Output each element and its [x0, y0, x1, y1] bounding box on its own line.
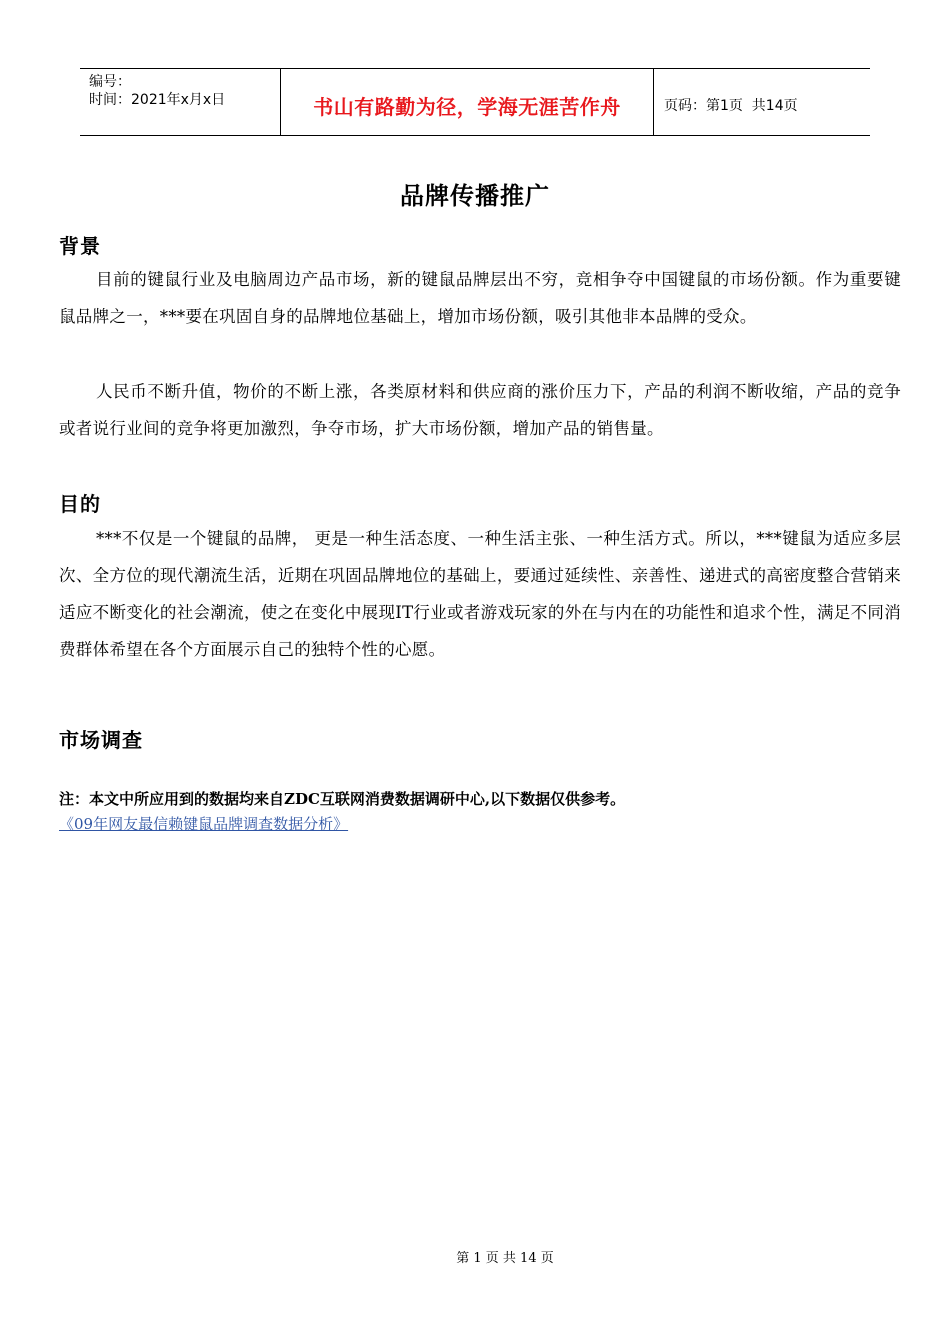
background-paragraph-2: 人民币不断升值，物价的不断上涨，各类原材料和供应商的涨价压力下，产品的利润不断收缩，产品的竞争或者说行业间的竞争将更加激烈，争夺市场，扩大市场份额，增加产品的销售量。 — [59, 382, 901, 438]
header-page-label: 页码：第1页 共14页 — [664, 98, 798, 114]
section-heading-purpose: 目的 — [59, 492, 101, 516]
header-page-cell — [654, 69, 870, 135]
header-time-label: 时间：2021年x月x日 — [89, 92, 226, 108]
page-header-table — [80, 68, 870, 136]
header-info-cell — [80, 69, 281, 135]
survey-report-link[interactable]: 《09年网友最信赖键鼠品牌调查数据分析》 — [59, 815, 349, 833]
header-motto: 书山有路勤为径，学海无涯苦作舟 — [281, 69, 654, 135]
section-heading-market: 市场调查 — [59, 728, 143, 752]
purpose-paragraph-1: ***不仅是一个键鼠的品牌， 更是一种生活态度、一种生活主张、一种生活方式。所以，***键鼠为适应多层次、全方位的现代潮流生活，近期在巩固品牌地位的基础上，要通过延续性、亲善性、递进式的高密度整合营销来适应不断变化的社会潮流，使之在变化中展现IT行业或者游戏玩家的外在与内在的功能性和追求个性，满足不同消费群体希望在各个方面展示自己的独特个性的心愿。 — [59, 529, 901, 659]
section-heading-background: 背景 — [59, 234, 101, 258]
header-number-label: 编号： — [89, 74, 131, 90]
page-footer: 第 1 页 共 14 页 — [456, 1251, 554, 1266]
market-data-note: 注：本文中所应用到的数据均来自ZDC互联网消费数据调研中心,以下数据仅供参考。 — [59, 790, 626, 808]
document-title: 品牌传播推广 — [400, 182, 550, 210]
background-paragraph-1: 目前的键鼠行业及电脑周边产品市场，新的键鼠品牌层出不穷，竞相争夺中国键鼠的市场份额。作为重要键鼠品牌之一，***要在巩固自身的品牌地位基础上，增加市场份额，吸引其他非本品牌的受众。 — [59, 270, 901, 326]
